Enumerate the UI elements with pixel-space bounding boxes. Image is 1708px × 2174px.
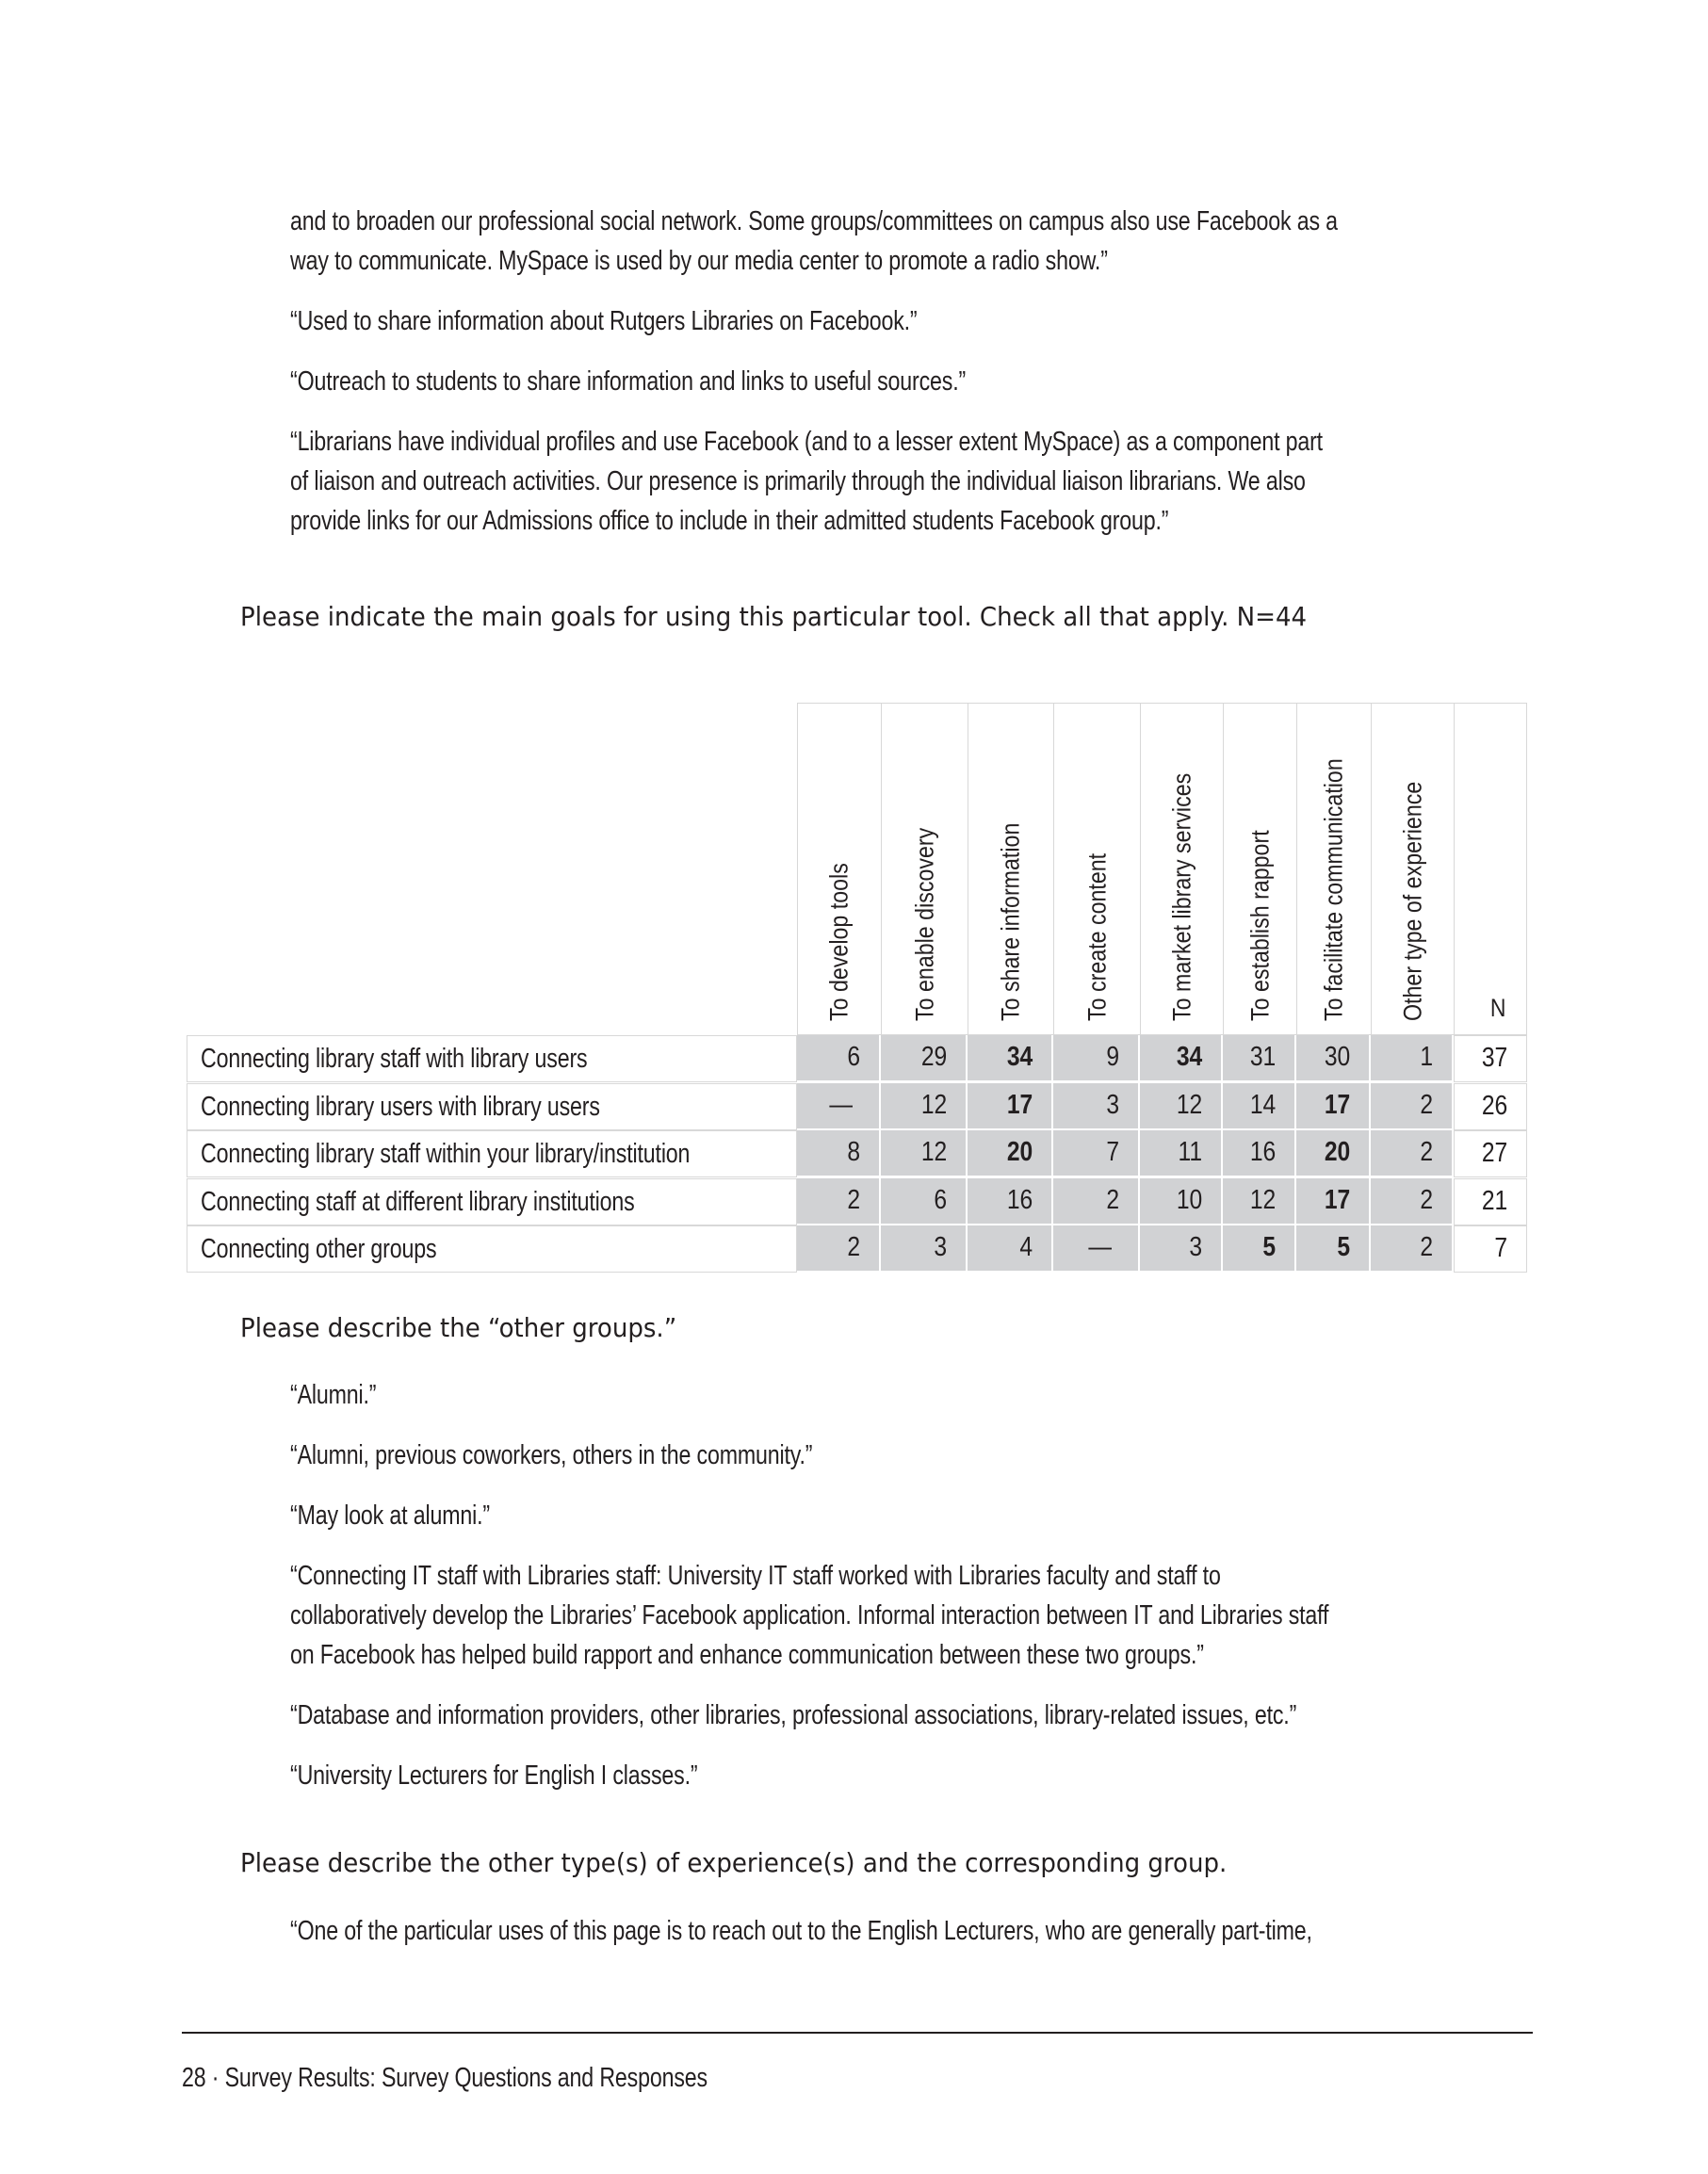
column-header-label: N [1489, 994, 1505, 1022]
cell-value: 10 [1176, 1184, 1202, 1215]
quote-line: “Librarians have individual profiles and use Facebook (and to a lesser extent MySpace) as a component part [290, 427, 1323, 457]
cell-value: 7 [1494, 1233, 1507, 1263]
table-cell [1053, 1178, 1140, 1225]
quote-line: on Facebook has helped build rapport and enhance communication between these two groups.” [290, 1640, 1204, 1670]
question-heading-goals: Please indicate the main goals for using this particular tool. Check all that apply. N=44 [240, 601, 1308, 632]
column-header [797, 703, 882, 1035]
quote-line: “One of the particular uses of this page is to reach out to the English Lecturers, who are generally part-time, [290, 1916, 1312, 1946]
cell-value: 37 [1481, 1043, 1507, 1073]
cell-value: 1 [1420, 1042, 1433, 1072]
table-cell [1223, 1130, 1296, 1177]
cell-value: 17 [1324, 1184, 1350, 1215]
column-header-label: To establish rapport [1245, 830, 1274, 1021]
column-header-label: To facilitate communication [1319, 758, 1348, 1021]
quote-line: provide links for our Admissions office to include in their admitted students Facebook group.” [290, 506, 1169, 536]
cell-value: 9 [1106, 1042, 1119, 1072]
quote-line: way to communicate. MySpace is used by our media center to promote a radio show.” [290, 246, 1108, 276]
cell-value: 31 [1249, 1042, 1276, 1072]
table-cell [797, 1225, 881, 1273]
cell-value: — [1088, 1232, 1112, 1262]
column-header [1140, 703, 1224, 1035]
table-cell [968, 1130, 1053, 1177]
cell-value: 21 [1481, 1185, 1507, 1216]
column-header-label: To enable discovery [910, 827, 938, 1021]
table-cell [1223, 1225, 1296, 1273]
table-cell [1371, 1083, 1454, 1130]
table-cell [1223, 1178, 1296, 1225]
table-cell [797, 1130, 881, 1177]
table-cell [1296, 1035, 1371, 1082]
cell-value: 7 [1106, 1137, 1119, 1167]
cell-value: 12 [1176, 1089, 1202, 1120]
quote-line: “Database and information providers, other libraries, professional associations, library-related issues, etc.” [290, 1700, 1297, 1730]
quote-line: “Alumni, previous coworkers, others in the community.” [290, 1440, 813, 1470]
cell-value: 2 [847, 1184, 860, 1215]
quote-line: collaboratively develop the Libraries’ Facebook application. Informal interaction between IT and Libraries staff [290, 1600, 1329, 1630]
cell-value: 16 [1006, 1184, 1033, 1215]
row-label: Connecting library staff within your library/institution [201, 1139, 691, 1169]
table-cell [1140, 1035, 1223, 1082]
cell-value: 14 [1249, 1089, 1276, 1120]
row-label: Connecting library users with library users [201, 1091, 600, 1122]
row-label: Connecting staff at different library institutions [201, 1186, 635, 1217]
cell-value: 34 [1006, 1042, 1033, 1072]
row-label: Connecting library staff with library users [201, 1044, 588, 1074]
column-header [1296, 703, 1372, 1035]
cell-value: 2 [1420, 1232, 1433, 1262]
row-label-cell [187, 1083, 797, 1130]
column-header [968, 703, 1054, 1035]
table-cell [881, 1178, 968, 1225]
quote-line: and to broaden our professional social network. Some groups/committees on campus also use Facebook as a [290, 206, 1338, 236]
quote-line: “May look at alumni.” [290, 1501, 490, 1531]
table-cell [1053, 1130, 1140, 1177]
table-cell [881, 1130, 968, 1177]
table-cell [1296, 1178, 1371, 1225]
table-cell [1053, 1035, 1140, 1082]
cell-value: 3 [1106, 1089, 1119, 1120]
cell-value: 12 [920, 1137, 947, 1167]
cell-value: 29 [920, 1042, 947, 1072]
row-label-cell [187, 1130, 797, 1177]
column-header [1371, 703, 1455, 1035]
quote-line: “Connecting IT staff with Libraries staff: University IT staff worked with Libraries faculty and staff to [290, 1561, 1221, 1591]
cell-value: 6 [934, 1184, 947, 1215]
table-cell [968, 1225, 1053, 1273]
table-cell [1371, 1130, 1454, 1177]
table-cell [1140, 1178, 1223, 1225]
cell-value: 8 [847, 1137, 860, 1167]
cell-value: 30 [1324, 1042, 1350, 1072]
table-cell [1371, 1178, 1454, 1225]
cell-value: 3 [1189, 1232, 1202, 1262]
column-header-label: To share information [996, 822, 1025, 1021]
quote-line: “Alumni.” [290, 1380, 377, 1410]
table-cell [1296, 1083, 1371, 1130]
row-label: Connecting other groups [201, 1234, 437, 1264]
table-cell [1223, 1035, 1296, 1082]
table-cell [1053, 1225, 1140, 1273]
cell-value: 11 [1178, 1137, 1202, 1167]
cell-value: 4 [1019, 1232, 1033, 1262]
cell-value: 12 [1249, 1184, 1276, 1215]
cell-value: 20 [1006, 1137, 1033, 1167]
table-cell [1223, 1083, 1296, 1130]
quote-line: “University Lecturers for English I classes.” [290, 1760, 698, 1791]
table-cell [881, 1225, 968, 1273]
table-cell [1296, 1225, 1371, 1273]
table-cell-n [1454, 1225, 1527, 1273]
cell-value: 17 [1324, 1089, 1350, 1120]
column-header-n [1454, 703, 1527, 1035]
cell-value: 20 [1324, 1137, 1350, 1167]
table-cell [881, 1083, 968, 1130]
table-cell [1140, 1130, 1223, 1177]
question-heading-other-groups: Please describe the “other groups.” [240, 1312, 677, 1343]
quote-line: of liaison and outreach activities. Our presence is primarily through the individual liaison librarians. We also [290, 466, 1306, 496]
table-cell-n [1454, 1083, 1527, 1130]
cell-value: 26 [1481, 1090, 1507, 1121]
column-header [1053, 703, 1141, 1035]
table-cell [1296, 1130, 1371, 1177]
cell-value: 2 [1106, 1184, 1119, 1215]
table-cell [1140, 1083, 1223, 1130]
column-header-label: To market library services [1167, 772, 1196, 1021]
page-footer: 28 · Survey Results: Survey Questions and Responses [182, 2063, 708, 2093]
row-label-cell [187, 1225, 797, 1273]
cell-value: — [829, 1089, 853, 1120]
row-label-cell [187, 1035, 797, 1082]
table-cell [797, 1178, 881, 1225]
column-header [881, 703, 968, 1035]
quote-line: “Used to share information about Rutgers Libraries on Facebook.” [290, 306, 918, 336]
column-header-label: To create content [1082, 852, 1111, 1021]
table-cell-n [1454, 1178, 1527, 1225]
cell-value: 2 [1420, 1137, 1433, 1167]
table-cell [1371, 1225, 1454, 1273]
question-heading-other-experience: Please describe the other type(s) of experience(s) and the corresponding group. [240, 1847, 1228, 1878]
cell-value: 34 [1176, 1042, 1202, 1072]
cell-value: 12 [920, 1089, 947, 1120]
cell-value: 27 [1481, 1138, 1507, 1168]
table-cell [1053, 1083, 1140, 1130]
cell-value: 2 [1420, 1089, 1433, 1120]
cell-value: 17 [1006, 1089, 1033, 1120]
cell-value: 6 [847, 1042, 860, 1072]
row-label-cell [187, 1178, 797, 1225]
table-cell [797, 1083, 881, 1130]
quote-line: “Outreach to students to share information and links to useful sources.” [290, 366, 967, 397]
column-header [1223, 703, 1297, 1035]
cell-value: 2 [1420, 1184, 1433, 1215]
table-cell-n [1454, 1035, 1527, 1082]
column-header-label: Other type of experience [1398, 781, 1426, 1021]
table-cell [968, 1178, 1053, 1225]
table-cell-n [1454, 1130, 1527, 1177]
column-header-label: To develop tools [824, 863, 854, 1021]
table-cell [968, 1083, 1053, 1130]
cell-value: 3 [934, 1232, 947, 1262]
cell-value: 5 [1337, 1232, 1350, 1262]
cell-value: 16 [1249, 1137, 1276, 1167]
table-cell [797, 1035, 881, 1082]
cell-value: 2 [847, 1232, 860, 1262]
table-cell [1140, 1225, 1223, 1273]
table-cell [881, 1035, 968, 1082]
cell-value: 5 [1262, 1232, 1276, 1262]
table-cell [968, 1035, 1053, 1082]
footer-divider [182, 2032, 1533, 2034]
table-cell [1371, 1035, 1454, 1082]
